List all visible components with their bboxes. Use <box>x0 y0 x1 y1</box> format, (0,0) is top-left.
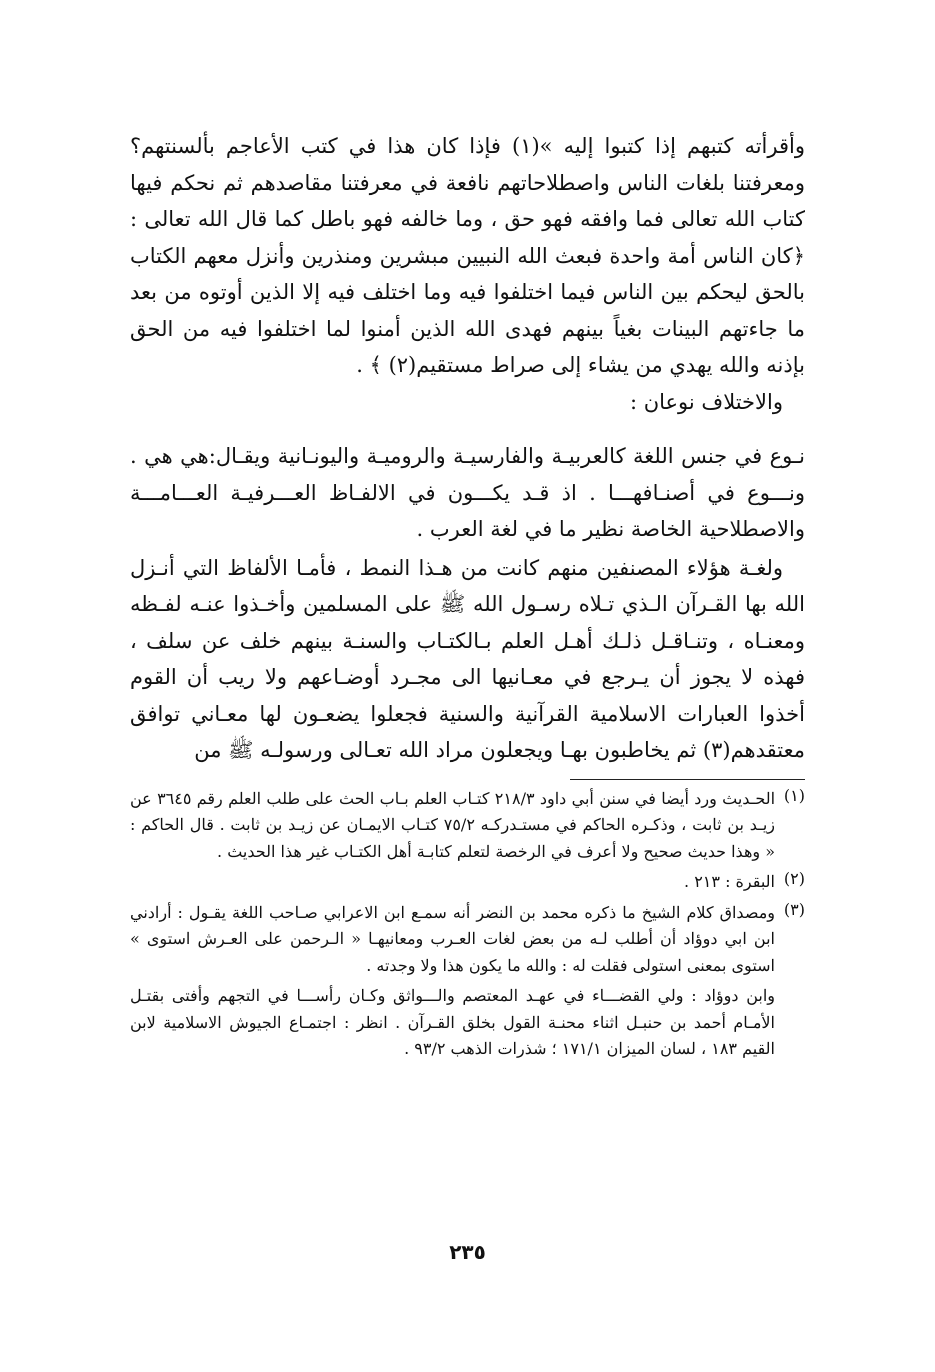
footnote-3 <box>130 900 805 1063</box>
footnote-2 <box>130 869 805 896</box>
footnote-number: (٣) <box>783 899 805 919</box>
footnote-number: (١) <box>783 785 805 805</box>
paragraph-4: ولغـة هؤلاء المصنفين منهم كانت من هـذا النمط ، فأمـا الألفاظ التي أنـزل الله بها القـرآن الـذي تـلاه رسـول الله ﷺ على المسلمين وأخـذوا عنـه لفـظه ومعنـاه ، وتنـاقـل ذلـك أهـل العلم بـالكتـاب والسنـة بينهم خلف عن سلف ، فهذه لا يجوز أن يـرجع في معـانيها الى مجـرد أوضـاعهم ولا ريب أن القوم أخذوا العبارات الاسلامية القرآنية والسنية فجعلوا يضعـون لها معـاني توافق معتقدهم(٣) ثم يخاطبون بهـا ويجعلون مراد الله تعـالى ورسولـه ﷺ من <box>130 555 805 762</box>
footnote-text: البقرة : ٢١٣ . <box>684 872 775 891</box>
paragraph-2: والاختلاف نوعان : <box>629 389 783 414</box>
footnote-text: الحـديث ورد أيضا في سنن أبي داود ٢١٨/٣ كتـاب العلم بـاب الحث على طلب العلم رقم ٣٦٤٥ عن زيـد بن ثابت ، وذكـره الحاكم في مستـدركـه ٧٥/٢ كتـاب الايمـان عن زيـد بن ثابت . قال الحاكم : « وهذا حديث صحيح ولا أعرف في الرخصة لتعلم كتابـة أهل الكتـاب غير هذا الحديث . <box>130 788 776 861</box>
footnote-body <box>130 900 775 1063</box>
paragraph-1: وأقرأته كتبهم إذا كتبوا إليه »(١) فإذا كان هذا في كتب الأعاجم بألسنتهم؟ ومعرفتنا بلغات الناس واصطلاحاتهم نافعة في معرفتنا مقاصدهم ثم نحكم فيها كتاب الله تعالى فما وافقه فهو حق ، وما خالفه فهو باطل كما قال الله تعالى : ﴿كان الناس أمة واحدة فبعث الله النبيين مبشرين ومنذرين وأنزل معهم الكتاب بالحق ليحكم بين الناس فيما اختلفوا فيه وما اختلف فيه إلا الذين أوتوه من بعد ما جاءتهم البينات بغياً بينهم فهدى الله الذين أمنوا لما اختلفوا فيه من الحق بإذنه والله يهدي من يشاء إلى صراط مستقيم(٢) ﴾ . <box>130 134 805 377</box>
footnotes <box>130 786 805 1063</box>
footnote-number: (٢) <box>783 869 805 888</box>
footnote-text: ومصداق كلام الشيخ ما ذكره محمد بن النضر أنه سمـع ابن الاعرابي صـاحب اللغة يقـول : أرادني ابن ابي دوؤاد أن أطلب لـه من بعض لغات العـرب ومعانيهـا « الـرحمن على العـرش استوى » استوى بمعنى استولى فقلت له : والله ما يكون هذا ولا وجدته . <box>130 902 775 975</box>
footnote-text: وابن دوؤاد : ولي القضـــاء في عهـد المعتصم والـــواثق وكـان رأســـا في التجهم وأفتى بقتـل الأمـام أحمد بن حنبـل اثناء محنـة القول بخلق القـرآن . انظر : اجتمـاع الجيوش الاسلامية لابن القيم ١٨٣ ، لسان الميزان ١٧١/١ ؛ شذرات الذهب ٩٣/٢ . <box>130 986 775 1058</box>
book-page <box>130 128 805 1063</box>
paragraph-3: نـوع في جنس اللغة كالعربيـة والفارسيـة والروميـة واليونـانية ويقـال:هي هي . ونـــوع في أصنـافهـــا . اذ قـد يكـــون في الالفـاظ العـــرفيـة العـــامـــة والاصطلاحية الخاصة نظير ما في لغة العرب . <box>130 444 805 541</box>
footnote-separator <box>570 779 805 780</box>
footnote-body <box>130 786 775 866</box>
main-text <box>130 128 805 769</box>
page-number: ٢٣٥ <box>449 1240 486 1264</box>
footnote-1 <box>130 786 805 866</box>
footnote-body <box>130 869 775 896</box>
